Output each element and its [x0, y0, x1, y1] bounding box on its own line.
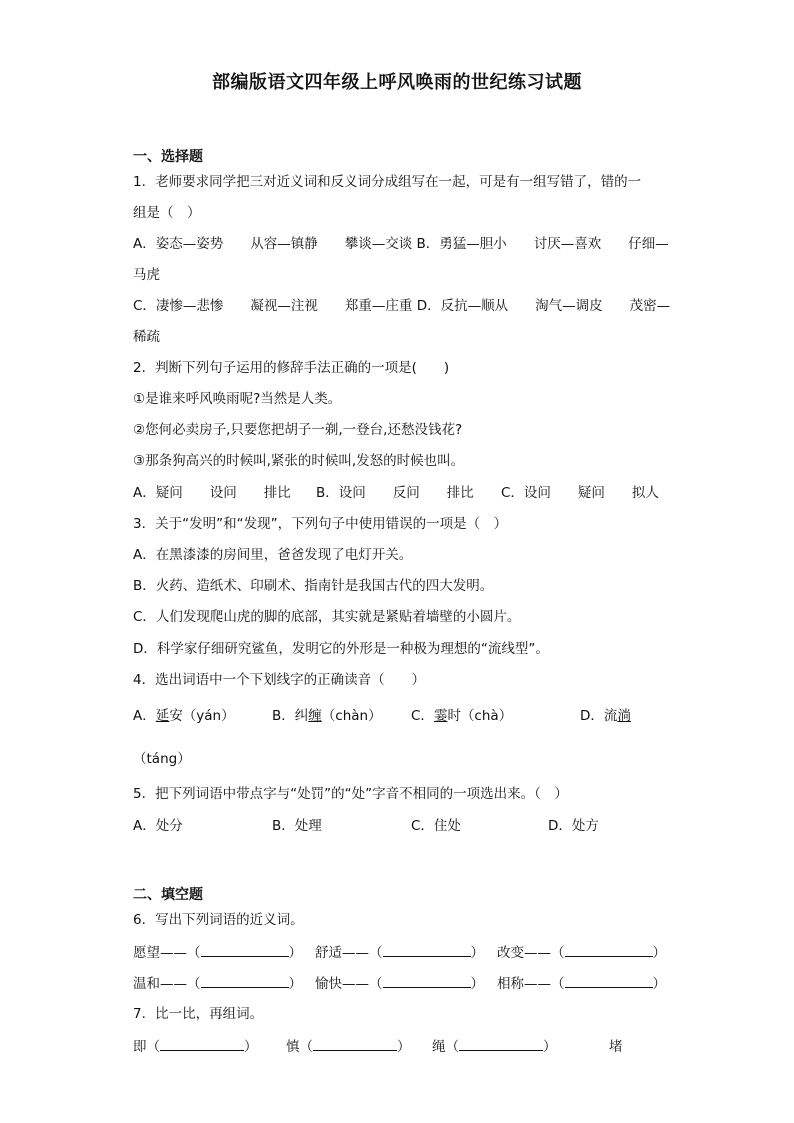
- q3-option-a: A．在黑漆漆的房间里，爸爸发现了电灯开关。: [133, 547, 413, 563]
- q2-option-c: C．设问 疑问 拟人: [501, 485, 659, 501]
- q6-item-6: 相称——（ ）: [497, 973, 666, 994]
- q4-options: [133, 706, 631, 726]
- q6-blank-2[interactable]: [383, 942, 471, 957]
- q2-sentence-3: ③那条狗高兴的时候叫,紧张的时候叫,发怒的时候也叫。: [133, 453, 465, 469]
- q6-item-4: 温和——（ ）: [133, 973, 315, 994]
- q4-option-a: A．延安（yán）: [133, 708, 235, 724]
- q6-blank-6[interactable]: [565, 973, 653, 988]
- q1-option-c-line1: C．凄惨—悲惨 凝视—注视 郑重—庄重 D．反抗—顺从 淘气—调皮 茂密—: [133, 298, 671, 314]
- q4-option-d: D．流淌: [580, 708, 631, 724]
- q7-item-4: 堵: [609, 1039, 623, 1055]
- section-heading-fill: 二、填空题: [133, 887, 203, 903]
- q6-item-3: 改变——（ ）: [497, 942, 666, 963]
- q5-option-a: A．处分: [133, 818, 183, 834]
- q4-stem: 4．选出词语中一个下划线字的正确读音（ ）: [133, 672, 426, 688]
- q7-blank-2[interactable]: [313, 1036, 397, 1051]
- q6-blank-3[interactable]: [565, 942, 653, 957]
- q7-stem: 7．比一比，再组词。: [133, 1006, 264, 1022]
- q7-blank-3[interactable]: [459, 1036, 543, 1051]
- section-heading-choice: 一、选择题: [133, 149, 203, 165]
- q7-blank-1[interactable]: [160, 1036, 244, 1051]
- q1-stem-line1: 1．老师要求同学把三对近义词和反义词分成组写在一起，可是有一组写错了，错的一: [133, 174, 642, 190]
- q6-row-2: [133, 973, 666, 994]
- q7-item-1: 即（ ）: [133, 1036, 286, 1057]
- q1-option-a-line2: 马虎: [133, 267, 160, 283]
- q5-option-b: B．处理: [272, 818, 322, 834]
- q5-stem: 5．把下列词语中带点字与“处罚”的“处”字音不相同的一项选出来。（ ）: [133, 786, 568, 802]
- q6-item-5: 愉快——（ ）: [315, 973, 497, 994]
- q1-option-c-line2: 稀疏: [133, 329, 160, 345]
- q6-blank-1[interactable]: [201, 942, 289, 957]
- q2-stem: 2．判断下列句子运用的修辞手法正确的一项是( ): [133, 360, 450, 376]
- q6-row-1: [133, 942, 666, 963]
- q2-sentence-2: ②您何必卖房子,只要您把胡子一剃,一登台,还愁没钱花?: [133, 422, 463, 438]
- q1-option-a-line1: A．姿态—姿势 从容—镇静 攀谈—交谈 B．勇猛—胆小 讨厌—喜欢 仔细—: [133, 236, 669, 252]
- q7-item-2: 慎（ ）: [286, 1036, 432, 1057]
- q4-option-b: B．纠缠（chàn）: [272, 708, 382, 724]
- q6-item-2: 舒适——（ ）: [315, 942, 497, 963]
- q4-option-d-line2: （táng）: [133, 751, 191, 767]
- q7-items: [133, 1036, 623, 1057]
- page-title: 部编版语文四年级上呼风唤雨的世纪练习试题: [212, 72, 582, 93]
- q2-option-b: B．设问 反问 排比: [316, 485, 474, 501]
- q2-options: [133, 483, 659, 503]
- q6-item-1: 愿望——（ ）: [133, 942, 315, 963]
- q4-option-c: C．霎时（chà）: [411, 708, 513, 724]
- q2-option-a: A．疑问 设问 排比: [133, 485, 291, 501]
- q3-option-b: B．火药、造纸术、印刷术、指南针是我国古代的四大发明。: [133, 578, 494, 594]
- q6-blank-5[interactable]: [383, 973, 471, 988]
- q6-stem: 6．写出下列词语的近义词。: [133, 912, 304, 928]
- q5-option-d: D．处方: [548, 818, 599, 834]
- q2-sentence-1: ①是谁来呼风唤雨呢?当然是人类。: [133, 391, 342, 407]
- q3-stem: 3．关于“发明”和“发现”，下列句子中使用错误的一项是（ ）: [133, 516, 508, 532]
- q1-stem-line2: 组是（ ）: [133, 205, 201, 221]
- q3-option-d: D．科学家仔细研究鲨鱼，发明它的外形是一种极为理想的“流线型”。: [133, 641, 549, 657]
- q7-item-3: 绳（ ）: [432, 1036, 609, 1057]
- q5-option-c: C．住处: [411, 818, 461, 834]
- q3-option-c: C．人们发现爬山虎的脚的底部，其实就是紧贴着墙壁的小圆片。: [133, 609, 521, 625]
- q5-options: [133, 816, 599, 836]
- q6-blank-4[interactable]: [201, 973, 289, 988]
